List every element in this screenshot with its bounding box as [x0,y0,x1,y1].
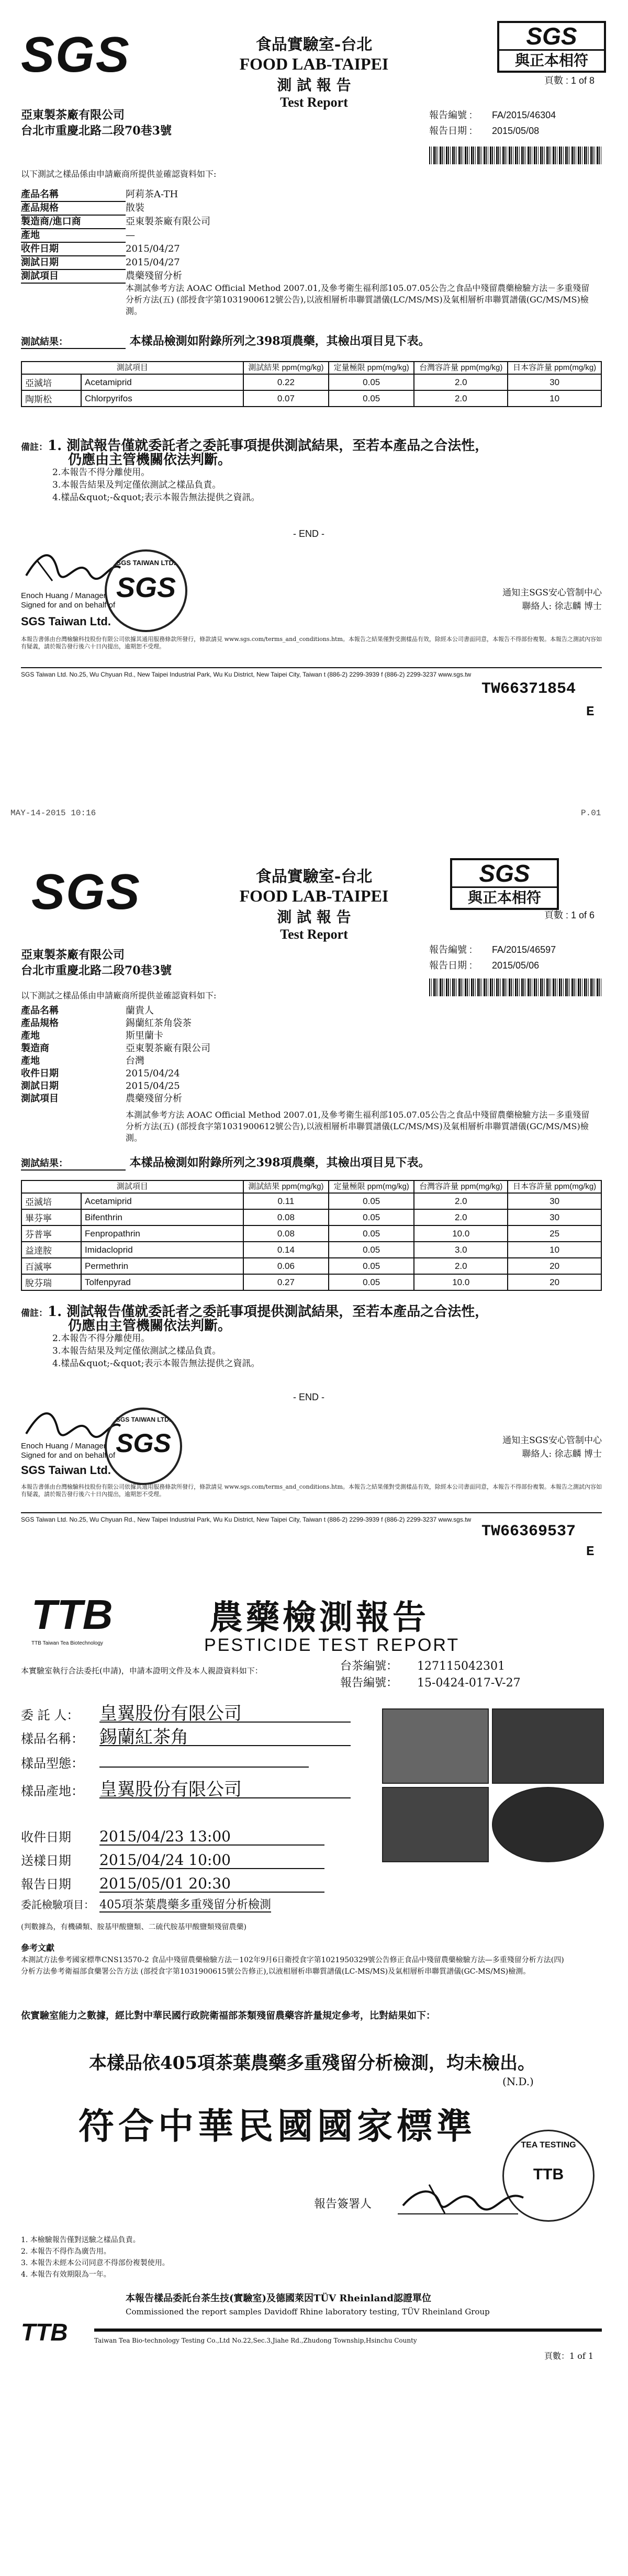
field-label: 測試日期 [21,1081,59,1092]
table-row [21,1258,601,1274]
cell: 0.22 [243,374,329,390]
cell: 0.05 [329,1258,414,1274]
results-line [21,1154,430,1171]
cell: 0.07 [243,390,329,407]
divider [21,667,602,668]
row-label: 委託檢驗項目： [21,1898,94,1911]
sample-photo [382,1787,489,1862]
sample-fields [21,1005,210,1105]
field-label: 產品規格 [21,1018,59,1029]
signer-block: Enoch Huang / Manager Signed for and on behalf of [21,1442,116,1460]
ttb-logo-subtitle: TTB Taiwan Tea Biotechnology [31,1640,103,1646]
row-value [99,1767,309,1768]
field-value: 農藥殘留分析 [126,271,182,282]
reference-number: TW66371854 [481,680,576,698]
seal-brand: SGS [116,1428,171,1458]
sgs-company-name: SGS Taiwan Ltd. [21,615,111,628]
table-row [21,1209,601,1225]
cell: 0.05 [329,1193,414,1209]
cell: Fenpropathrin [81,1225,243,1242]
field-value: 斯里蘭卡 [126,1030,163,1041]
field-value: 2015/04/24 [126,1068,180,1079]
cell: 25 [508,1225,601,1242]
conformance-statement: 符合中華民國國家標準 [78,2106,477,2147]
ttb-report-line [340,1677,521,1690]
cell: Tolfenpyrad [81,1274,243,1290]
note-line: 2. 本報告不得作為廣告用。 [21,2247,111,2256]
reference-suffix: E [586,704,595,719]
signer-label: 報告簽署人 [314,2198,372,2211]
cell: 百滅寧 [21,1258,81,1274]
col-header: 定量極限 ppm(mg/kg) [329,362,414,374]
notes [21,1306,597,1370]
cell: 脫芬瑞 [21,1274,81,1290]
ref-line: 分析方法參考衛福部食藥署公告方法 (部授食字第1031900615號公告修正),以液相層析串聯質譜儀(LC-MS/MS)及氣相層析串聯質譜儀(GC-MS/MS)檢測。 [21,1967,531,1976]
stamp-sgs-text: SGS [479,860,530,887]
sample-photo [382,1708,489,1784]
signer-name: Enoch Huang [21,591,69,600]
signed-for: Signed for and on behalf of [21,601,116,610]
report-no-label: 報告編號 : [429,110,473,120]
cell: 益達胺 [21,1242,81,1258]
col-header: 測試結果 ppm(mg/kg) [243,1180,329,1193]
row-value: 2015/04/24 10:00 [99,1852,324,1869]
row-label: 樣品產地： [21,1784,84,1798]
cell: 10.0 [414,1225,508,1242]
cell: Acetamiprid [81,374,243,390]
note-line: 2.本報告不得分離使用。 [52,1333,150,1344]
client-name: 亞東製茶廠有限公司 [21,108,125,122]
page-number: 頁數 : 1 of 8 [544,75,595,86]
row-value: 405項茶葉農藥多重殘留分析檢測 [99,1898,271,1911]
field-label: 測試項目 [21,270,126,284]
notes [21,440,597,504]
results-label: 測試結果： [21,334,126,349]
cell: Imidacloprid [81,1242,243,1258]
field-value: — [126,230,135,241]
field-label: 產品名稱 [21,1005,59,1016]
field-label: 產地 [21,229,126,243]
results-label: 測試結果： [21,1156,126,1171]
footer-address: SGS Taiwan Ltd. No.25, Wu Chyuan Rd., New Taipei Industrial Park, Wu Ku District, New Taipei City, Taiwan t (886-2) 2299-3939 f (886-2) 2299-3237 www.sgs.tw [21,671,472,678]
lab-name-cn: 食品實驗室-台北 [255,868,373,886]
result-statement: 本樣品依405項茶葉農藥多重殘留分析檢測，均未檢出。 [89,2053,535,2074]
client-row [21,1703,351,1724]
seal-text: TEA TESTING [521,2141,576,2150]
ref-line: 本測試方法參考國家標準CNS13570-2 食品中殘留農藥檢驗方法－102年9月6日衛授食字第1021950329號公告修正食品中殘留農藥檢驗方法—多重殘留分析方法(四) [21,1956,564,1964]
ttb-cert-line [340,1660,505,1673]
table-row [21,1225,601,1242]
report-date-label: 報告日期 : [429,126,473,136]
contact-line: 通知主SGS安心管制中心 [502,1435,602,1446]
signer-block: Enoch Huang / Manager Signed for and on behalf of [21,591,116,610]
client-address: 台北市重慶北路二段70巷3號 [21,124,172,138]
divider [21,1512,602,1513]
cell: 0.08 [243,1225,329,1242]
cell: 0.05 [329,1274,414,1290]
stamp-text: 與正本相符 [452,886,557,908]
cell: 3.0 [414,1242,508,1258]
contact-note [502,586,602,613]
cert-no: 127115042301 [417,1660,505,1673]
stamp-text: 與正本相符 [499,49,604,71]
company-seal [105,1408,182,1485]
cell: 亞滅培 [21,374,81,390]
row-label: 樣品型態： [21,1756,84,1771]
table-row [21,1193,601,1209]
barcode [429,147,602,164]
note-line: 3. 本報告未經本公司同意不得部份複製使用。 [21,2259,170,2267]
sgs-logo: SGS [31,864,141,920]
col-header: 台灣容許量 ppm(mg/kg) [414,362,508,374]
row-value: 錫蘭紅茶角 [99,1729,351,1746]
cell: 2.0 [414,1258,508,1274]
cell: 0.05 [329,374,414,390]
cell: 0.05 [329,1209,414,1225]
field-value: 2015/04/27 [126,243,180,254]
company-seal [105,549,187,632]
field-value: 散裝 [126,203,144,213]
cell: Permethrin [81,1258,243,1274]
end-mark: - END - [293,1392,324,1402]
report-header [199,31,429,110]
report-meta [429,942,556,973]
cert-label: 台茶編號： [340,1660,398,1673]
note-line: 3.本報告結果及判定僅依測試之樣品負責。 [52,480,221,490]
report-date: 2015/05/06 [492,960,540,971]
cell: 30 [508,374,601,390]
seal-brand: SGS [116,572,176,603]
fax-header: MAY-14-2015 10:16 [10,808,96,818]
field-label: 產品規格 [21,202,126,216]
col-header: 日本容許量 ppm(mg/kg) [508,1180,601,1193]
results-table [21,361,602,407]
table-row [21,1274,601,1290]
report-title-en: Test Report [280,95,348,110]
basis-text: 依實驗室能力之數據，經比對中華民國行政院衛福部茶類殘留農藥容許量規定參考，比對結果如下： [21,2010,435,2021]
signer-title: Manager [75,591,106,600]
cell: 2.0 [414,1209,508,1225]
lab-name-cn: 食品實驗室-台北 [255,36,373,54]
ttb-logo: TTB [31,1591,113,1638]
sgs-logo: SGS [21,27,130,83]
field-value: 亞東製茶廠有限公司 [126,216,210,227]
field-label: 測試日期 [21,256,126,270]
sgs-company-name: SGS Taiwan Ltd. [21,1464,111,1477]
contact-line: 聯絡人: 徐志麟 博士 [522,1449,602,1459]
ttb-page-number: 頁數：1 of 1 [544,2351,594,2361]
analysis-note: (判數據為，有機磷類、胺基甲酸鹽類、二硫代胺基甲酸鹽類殘留農藥) [21,1923,246,1931]
test-item-row [21,1897,271,1913]
reference-suffix: E [586,1544,595,1559]
cell: 0.27 [243,1274,329,1290]
end-mark: - END - [293,528,324,539]
client-address: 台北市重慶北路二段70巷3號 [21,964,172,977]
cell: 20 [508,1274,601,1290]
cell: Bifenthrin [81,1209,243,1225]
results-text: 本樣品檢測如附錄所列之398項農藥，其檢出項目見下表。 [129,334,430,348]
field-value: 錫蘭紅茶角袋茶 [126,1018,192,1029]
lab-name-en: FOOD LAB-TAIPEI [239,886,389,905]
fine-print: 本報告書係由台灣檢驗科技股份有限公司依據其通用服務條款所發行，條款請見 www.sgs.com/terms_and_conditions.htm。本報告之結果僅對受測樣品有效，除經本公司書面同意，本報告不得部份複製。本報告之測試內容如有疑義，請於報告發行後六十日內提出，逾期恕不受理。 [21,1483,602,1498]
cell: 2.0 [414,1193,508,1209]
field-label: 產地 [21,1030,40,1041]
field-value: 農藥殘留分析 [126,1093,182,1104]
original-copy-stamp [497,21,606,73]
report-title-cn: 測 試 報 告 [277,76,351,94]
note-line: 1. 測試報告僅就委託者之委託事項提供測試結果，至若本產品之合法性， [48,1304,489,1320]
cell: Chlorpyrifos [81,390,243,407]
sgs-report-2 [0,832,628,1565]
seal-text: SGS TAIWAN LTD. [116,559,176,567]
sample-photo [492,1708,604,1784]
row-value: 皇翼股份有限公司 [99,1782,351,1798]
fax-page: P.01 [581,808,601,818]
results-text: 本樣品檢測如附錄所列之398項農藥，其檢出項目見下表。 [129,1156,430,1169]
row-label: 樣品名稱： [21,1731,84,1746]
report-no-label: 報告編號 : [429,944,473,955]
ttb-title-en: PESTICIDE TEST REPORT [204,1635,460,1655]
bottom-notes [21,2234,170,2280]
field-label: 製造商 [21,1043,49,1054]
field-value: 2015/04/25 [126,1081,180,1092]
contact-line: 通知主SGS安心管制中心 [502,588,602,598]
test-method: 本測試參考方法 AOAC Official Method 2007.01,及參考衛生福利部105.07.05公告之食品中殘留農藥檢驗方法－多重殘留分析方法(五) (部授食字第1031900612號公告),以液相層析串聯質譜儀(LC/MS/MS)及氣相層析串聯質譜儀(GC/MS/MS)檢測。 [126,283,590,316]
table-row [21,390,601,407]
stamp-sgs-text: SGS [526,23,577,50]
original-copy-stamp [450,858,559,910]
field-value: 台灣 [126,1055,144,1066]
row-label: 送樣日期 [21,1853,71,1868]
seal-text: SGS TAIWAN LTD. [116,1416,171,1423]
signed-for: Signed for and on behalf of [21,1451,116,1460]
cell: 10.0 [414,1274,508,1290]
report-no: FA/2015/46304 [492,110,556,120]
notes-head: 備註： [21,1308,48,1319]
fine-print: 本報告書係由台灣檢驗科技股份有限公司依據其通用服務條款所發行，條款請見 www.sgs.com/terms_and_conditions.htm。本報告之結果僅對受測樣品有效，除經本公司書面同意，本報告不得部份複製。本報告之測試內容如有疑義，請於報告發行後六十日內提出，逾期恕不受理。 [21,636,602,650]
report-no: FA/2015/46597 [492,944,556,955]
field-value: 2015/04/27 [126,257,180,268]
client-block [21,107,172,139]
cell: 20 [508,1258,601,1274]
notes-head: 備註： [21,442,48,453]
commission-en: Commissioned the report samples Davidoff Rhine laboratory testing, TÜV Rheinland Group [126,2307,490,2316]
test-method: 本測試參考方法 AOAC Official Method 2007.01,及參考衛生福利部105.07.05公告之食品中殘留農藥檢驗方法－多重殘留分析方法(五) (部授食字第1031900612號公告),以液相層析串聯質譜儀(LC/MS/MS)及氣相層析串聯質譜儀(GC/MS/MS)檢測。 [126,1110,590,1143]
results-line [21,332,430,349]
intro-text: 以下測試之樣品係由申請廠商所提供並確認資料如下: [21,169,217,179]
cell: 0.11 [243,1193,329,1209]
signer-title: Manager [75,1442,106,1450]
report-date-row [21,1876,324,1893]
report-date: 2015/05/08 [492,126,540,136]
sent-date-row [21,1852,324,1869]
ttb-title-cn: 農藥檢測報告 [209,1598,429,1637]
report-no: 15-0424-017-V-27 [417,1677,521,1690]
col-header: 測試結果 ppm(mg/kg) [243,362,329,374]
row-label: 委 託 人： [21,1708,80,1723]
cell: 0.14 [243,1242,329,1258]
report-title-cn: 測 試 報 告 [277,908,351,926]
field-label: 收件日期 [21,243,126,256]
report-date-label: 報告日期 : [429,960,473,971]
note-line: 2.本報告不得分離使用。 [52,467,150,478]
ttb-footer-logo: TTB [21,2319,68,2346]
field-label: 測試項目 [21,1093,59,1104]
report-header [199,863,429,942]
col-header: 日本容許量 ppm(mg/kg) [508,362,601,374]
report-title-en: Test Report [280,927,348,942]
cell: 30 [508,1209,601,1225]
contact-line: 聯絡人: 徐志麟 博士 [522,601,602,612]
row-value: 2015/04/23 13:00 [99,1829,324,1846]
report-meta [429,107,556,139]
table-row [21,1242,601,1258]
sample-name-row [21,1729,351,1747]
reference-number: TW66369537 [481,1523,576,1540]
row-label: 收件日期 [21,1830,71,1844]
page-number: 頁數 : 1 of 6 [544,910,595,920]
client-block [21,947,172,978]
row-value: 皇翼股份有限公司 [99,1706,351,1723]
lab-name-en: FOOD LAB-TAIPEI [239,54,389,73]
cell: 0.05 [329,1225,414,1242]
row-label: 報告日期 [21,1877,71,1892]
field-label: 產品名稱 [21,188,126,202]
cell: 0.08 [243,1209,329,1225]
cell: 畢芬寧 [21,1209,81,1225]
note-line: 4. 本報告有效期限為一年。 [21,2270,111,2279]
report-label: 報告編號： [340,1677,398,1690]
cell: 亞滅培 [21,1193,81,1209]
cell: Acetamiprid [81,1193,243,1209]
col-header: 定量極限 ppm(mg/kg) [329,1180,414,1193]
ttb-report [0,1580,628,2576]
ref-head: 參考文獻 [21,1943,55,1953]
cell: 陶斯松 [21,390,81,407]
field-value: 蘭貴人 [126,1005,154,1016]
cell: 30 [508,1193,601,1209]
note-line: 3.本報告結果及判定僅依測試之樣品負責。 [52,1346,221,1356]
field-label: 製造商/進口商 [21,216,126,229]
note-line: 1. 測試報告僅就委託者之委託事項提供測試結果，至若本產品之合法性， [48,438,489,454]
cell: 0.05 [329,390,414,407]
note-line: 1. 本檢驗報告僅對送驗之樣品負責。 [21,2236,140,2244]
col-header: 測試項目 [21,1180,243,1193]
barcode [429,978,602,996]
company-line: Taiwan Tea Bio-technology Testing Co.,Ltd No.22,Sec.3,Jiahe Rd.,Zhudong Township,Hsinchu County [94,2337,417,2344]
signature-line [398,2213,518,2214]
commission-cn: 本報告樣品委託台茶生技(實驗室)及德國萊因TÜV Rheinland認證單位 [126,2293,431,2304]
signature [398,2177,534,2219]
note-line: 仍應由主管機關依法判斷。 [68,1318,232,1334]
intro-text: 以下測試之樣品係由申請廠商所提供並確認資料如下: [21,991,217,1000]
contact-note [502,1434,602,1461]
ttb-preface: 本實驗室執行合法委托(申請)，申請本證明文件及本人親證資料如下： [21,1666,263,1675]
cell: 10 [508,1242,601,1258]
cell: 2.0 [414,390,508,407]
sgs-report-1 [0,0,628,795]
cell: 0.06 [243,1258,329,1274]
seal-brand: TTB [533,2166,564,2183]
footer-address: SGS Taiwan Ltd. No.25, Wu Chyuan Rd., New Taipei Industrial Park, Wu Ku District, New Taipei City, Taiwan t (886-2) 2299-3939 f (886-2) 2299-3237 www.sgs.tw [21,1516,472,1523]
row-value: 2015/05/01 20:30 [99,1876,324,1893]
sample-origin-row [21,1779,351,1800]
sample-fields [21,188,210,284]
field-value: 阿莉茶A-TH [126,189,178,200]
sample-type-row [21,1756,309,1771]
cell: 0.05 [329,1242,414,1258]
note-line: 4.樣品&quot;-&quot;表示本報告無法提供之資訊。 [52,492,260,503]
cell: 2.0 [414,374,508,390]
signer-name: Enoch Huang [21,1442,69,1450]
table-row [21,374,601,390]
col-header: 台灣容許量 ppm(mg/kg) [414,1180,508,1193]
sample-photo [492,1787,604,1862]
footer-bar [94,2328,602,2332]
cell: 芬普寧 [21,1225,81,1242]
results-table [21,1180,602,1291]
received-date-row [21,1829,324,1846]
field-value: 亞東製茶廠有限公司 [126,1043,210,1054]
col-header: 測試項目 [21,362,243,374]
nd-label: (N.D.) [502,2075,534,2088]
cell: 10 [508,390,601,407]
field-label: 產地 [21,1055,40,1066]
note-line: 仍應由主管機關依法判斷。 [68,452,232,468]
ref-text [21,1954,602,1977]
client-name: 亞東製茶廠有限公司 [21,948,125,962]
note-line: 4.樣品&quot;-&quot;表示本報告無法提供之資訊。 [52,1358,260,1369]
field-label: 收件日期 [21,1068,59,1079]
